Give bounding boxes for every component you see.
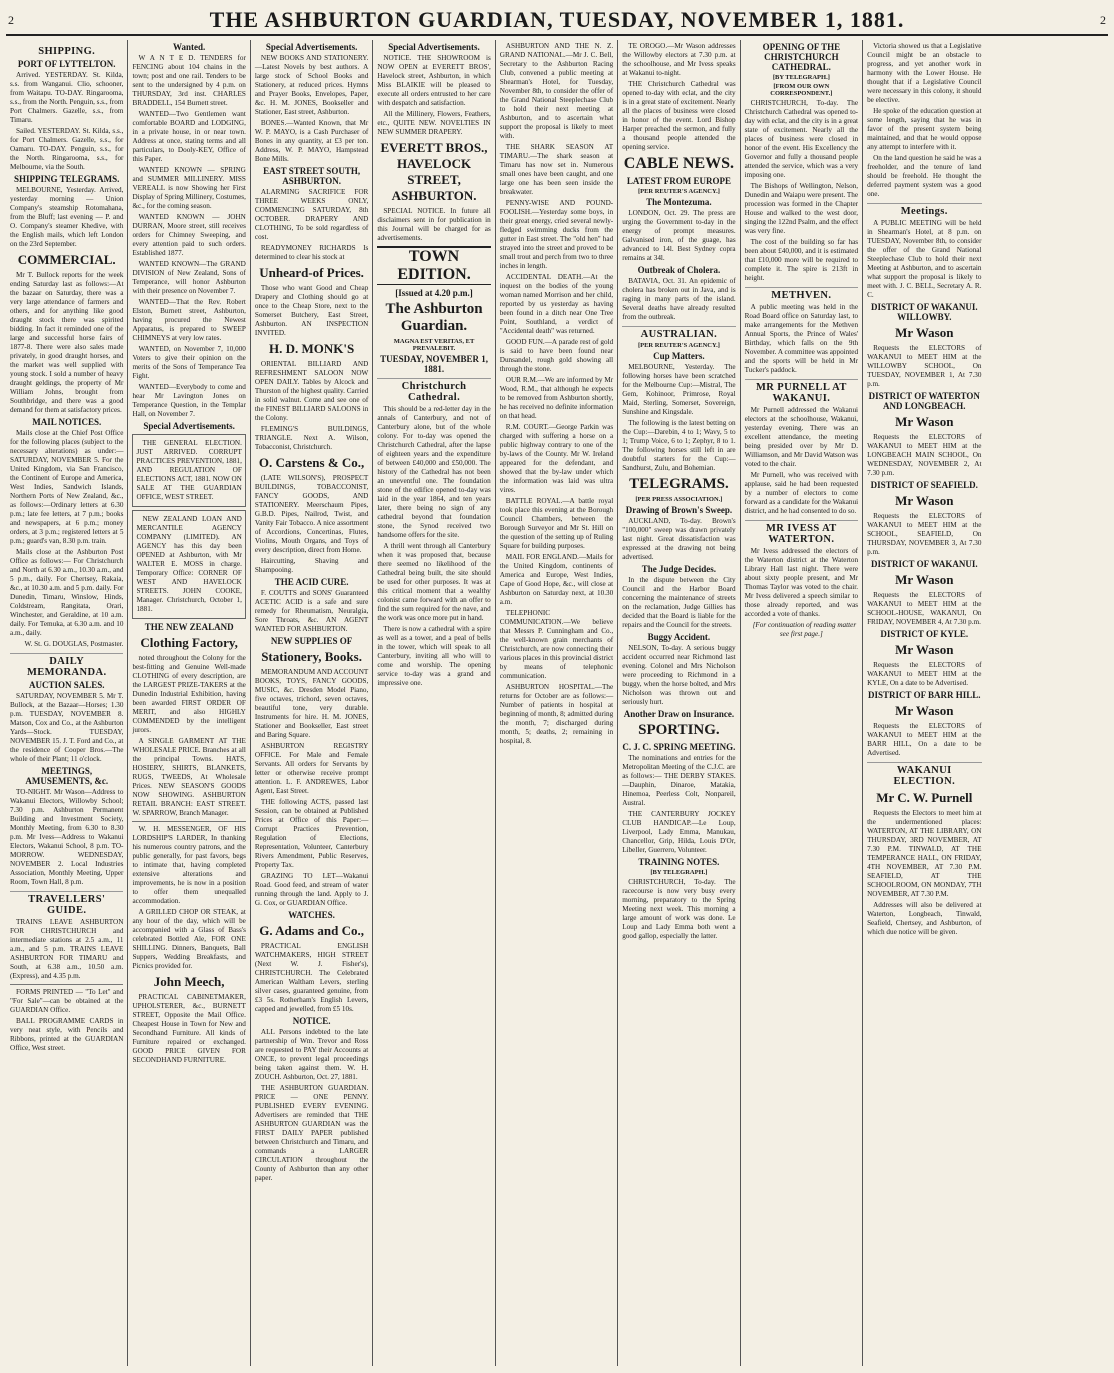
news-item: PENNY-WISE AND POUND-FOOLISH.—Yesterday some boys, in their great energy, cried several newly-fledged swimming ducks from the gutter in East street. The "old hen" had strayed into the street and proved to be small trout and perch from two to three inches in length. <box>499 199 614 270</box>
cable-subhead: The Montezuma. <box>646 197 712 207</box>
meetings-heading: MEETINGS, AMUSEMENTS, &c. <box>25 766 109 786</box>
drawing-heading: Drawing of Brown's Sweep. <box>625 505 733 515</box>
sporting-text: The nominations and entries for the Metropolitan Meeting of the C.J.C. are as follows:— THE DERBY STAKES.—Dauphin, Dinaroe, Matakia, Hinemoa, Peerless Colt, Nonpareil, Austral. <box>622 754 736 807</box>
methven-heading: METHVEN. <box>745 287 858 301</box>
divider <box>10 984 123 985</box>
forms-notice: FORMS PRINTED — "To Let" and "For Sale"—can be obtained at the GUARDIAN Office. <box>10 988 124 1014</box>
shipping-telegrams-text: MELBOURNE, Yesterday. Arrived, yesterday morning — Union Company's steamship Rotomahana, from the Bluff; last evening — P. and O. Company's steamer Khedive, with the English mails, which left London on the 23rd September. <box>10 186 124 248</box>
opening-text: CHRISTCHURCH, To-day. The Christchurch Cathedral was opened to-day with eclat, and the city is in a great state of excitement. Nearly all the places of business were closed in honor of the event. His Excellency the Governor and fully a thousand people attended the service, which was a very imposing one. <box>744 99 859 179</box>
masthead <box>6 6 1108 36</box>
page-number-left: 2 <box>8 13 14 27</box>
cable-news-subheading: LATEST FROM EUROPE <box>626 176 731 186</box>
stationery-text: MEMORANDUM AND ACCOUNT BOOKS, TOYS, FANCY GOODS, MUSIC, &c. Dresden Model Piano, five octaves, trichord, seven octaves, beautiful tone, very durable. Instruments for hire. H. M. JONES, Stationer and Bookseller, East street and Baring Square. <box>254 668 369 739</box>
divider <box>132 821 245 822</box>
shipping-heading: SHIPPING. <box>38 46 96 57</box>
cholera-text: BATAVIA, Oct. 31. An epidemic of cholera has broken out in Java, and is raging in many parts of the island. Several deaths have already resulted from the outbreak. <box>622 277 736 321</box>
ball-cards-notice: BALL PROGRAMME CARDS in very neat style, with Pencils and Ribbons, printed at the GUARDIAN Office, West street. <box>10 1017 124 1052</box>
cjc-heading: C. J. C. SPRING MEETING. <box>622 742 736 752</box>
cup-text-2: The following is the latest betting on the Cup:—Darebin, 4 to 1; Wavy, 5 to 1; Trump Voice, 6 to 1; Zephyr, 8 to 1. The following horses still left in are doubtful starters for the Cup:—Sandhurst, Zulu, and Bohemian. <box>622 419 736 472</box>
guardian-title: The Ashburton Guardian. <box>385 301 483 334</box>
cathedral-text: This should be a red-letter day in the annals of Canterbury, and not of Canterbury alone, but of the whole colony. For to-day was opened the Christchurch Cathedral, after the lapse of eighteen years and the expenditure of between £40,000 and £50,000. The history of the Cathedral has not been an uneventful one. The foundation stone of the edifice opened to-day was laid in the year 1864, and ten years later, there being no sign of any cathedral beyond that foundation stone, the Synod received two handsome offers for the site. <box>377 405 491 539</box>
news-item: TELEPHONIC COMMUNICATION.—We believe that Messrs P. Cunningham and Co., the well-known grain merchants of Christchurch, are now connecting their various places in this provincial district by means of telephonic communication. <box>499 609 614 680</box>
column-2 <box>128 40 250 1366</box>
wanted-ad-8: WANTED—Everybody to come and hear Mr Lavington Jones on Temperance Question, in the Templar Hall, on November 7. <box>132 383 246 418</box>
candidate-name: Mr Wason <box>895 493 954 508</box>
travellers-heading: TRAVELLERS' GUIDE. <box>10 891 123 916</box>
meetings-text: TO-NIGHT. Mr Wason—Address to Wakanui Electors, Willowby School; 7.30 p.m. Ashburton Permanent Building and Investment Society, Monthly Meeting, from 6.30 to 8.30 p.m. Mr Ivess—Address to Wakanui Electors, Wakanui School, 8 p.m. TO-MORROW. WEDNESDAY, NOVEMBER 2. Local Industries Association, Monthly Meeting, Upper Room, Town Hall, 8 p.m. <box>10 788 124 886</box>
district-heading: DISTRICT OF SEAFIELD. <box>870 480 978 490</box>
continuation-note: [For continuation of reading matter see first page.] <box>752 621 857 638</box>
unheard-prices-title: Unheard-of Prices. <box>259 265 364 280</box>
registry-ad: ASHBURTON REGISTRY OFFICE. For Male and Female Servants. All orders for Servants by letter or otherwise receive prompt attention. L. F. ANDREWES, Labor Agent, East Street. <box>254 742 369 795</box>
victoria-text-3: On the land question he said he was a freeholder, and the tenure of land should be freehold. He thought the deferred payment system was a good one. <box>867 154 982 198</box>
candidate-meeting: Requests the ELECTORS of WAKANUI to MEET HIM at the KYLE, On a date to be Advertised. <box>867 661 982 687</box>
grilled-chop-ad: A GRILLED CHOP OR STEAK, at any hour of the day, which will be accompanied with a Glass of Bass's celebrated Bottled Ale, FOR ONE SHILLING. Dinners, Banquets, Ball Suppers, Wedding Breakfasts, and Picnics provided for. <box>132 908 246 970</box>
unheard-prices-text: Those who want Good and Cheap Drapery and Clothing should go at once to the Cheap Store, next to the Somerset Butchery, East Street, Ashburton. AN INSPECTION INVITED. <box>254 284 369 337</box>
meech-text: PRACTICAL CABINETMAKER, UPHOLSTERER, &c., BURNETT STREET, Opposite the Mail Office. Cheapest House in Town for New and Secondhand Furniture. All kinds of Furniture repaired or exchanged. GOOD PRICE GIVEN FOR SECONDHAND FURNITURE. <box>132 993 246 1064</box>
insurance-heading: Another Draw on Insurance. <box>623 709 735 719</box>
auction-heading: AUCTION SALES. <box>28 680 105 690</box>
adams-title: G. Adams and Co., <box>259 923 364 938</box>
correspondent-credit: [FROM OUR OWN CORRESPONDENT.] <box>770 83 833 97</box>
notice-heading: NOTICE. <box>292 1016 331 1026</box>
news-item: MAIL FOR ENGLAND.—Mails for the United Kingdom, continents of America and Europe, West Indies, Cape of Good Hope, &c., will close at Ashburton on Saturday next, at 10.30 a.m. <box>499 553 614 606</box>
candidate-meeting: Requests the ELECTORS of WAKANUI to MEET HIM at the WILLOWBY SCHOOL, On TUESDAY, NOVEMBER 1, At 7.30 p.m. <box>867 344 982 388</box>
mail-text: Mails close at the Chief Post Office for the following places (subject to the necessary alterations) as under:— SATURDAY, NOVEMBER 5. For the United Kingdom, via San Francisco, the Continent of Europe and America, West Indies, Sandwich Islands, Northern Ports of New Zealand, &c., as follows:—Ordinary letters at 6.30 p.m.; late fee letters, at 7 p.m.; books and newspapers, at 6 p.m.; money orders, at 3 p.m.; registered letters at 5 p.m.; guard's van, 8.30 p.m. train. <box>10 429 124 545</box>
judge-heading: The Judge Decides. <box>641 564 717 574</box>
shipping-telegrams-heading: SHIPPING TELEGRAMS. <box>14 174 120 184</box>
cup-heading: Cup Matters. <box>653 351 705 361</box>
columns <box>6 40 1108 1366</box>
purnell-wakanui-heading: MR PURNELL AT WAKANUI. <box>745 379 858 404</box>
sailed-list: Sailed. YESTERDAY. St. Kilda, s.s., for Port Chalmers. Gazelle, s.s., for Oamaru. TO-DAY. Penguin, s.s., for the North. Ringarooma, s.s., for Melbourne, via the South. <box>10 127 124 171</box>
news-item: R.M. COURT.—George Parkin was charged with suffering a horse on a public highway contrary to one of the by-laws of the County. Mr W. Ireland appeared for the defendant, and showed that the by-law under which the information was laid was ultra vires. <box>499 423 614 494</box>
news-item: ASHBURTON AND THE N. Z. GRAND NATIONAL.—Mr J. C. Bell, Secretary to the Ashburton Racing Club, convened a public meeting at Shearman's Hotel, for Tuesday, November 8th, to consider the offer of the Grand National Steeplechase Club to hold their next meeting at Ashburton, and to ascertain what support the proposal is likely to meet with. <box>499 42 614 140</box>
monk-title: H. D. MONK'S <box>268 341 355 356</box>
reuters-credit-2: [PER REUTER'S AGENCY.] <box>637 342 720 349</box>
sporting-heading: SPORTING. <box>638 722 720 738</box>
guardian-date-line: TUESDAY, NOVEMBER 1, 1881. <box>380 354 488 374</box>
fleming-text: FLEMING'S BUILDINGS, TRIANGLE. Next A. Wilson, Tobacconist, Christchurch. <box>254 425 369 451</box>
column-5 <box>496 40 618 1366</box>
training-text: CHRISTCHURCH, To-day. The racecourse is now very busy every morning, preparatory to the Spring Meeting next week. This morning a large amount of work was done. Le Loup and Lady Emma both went a good gallop, especially the latter. <box>622 878 736 940</box>
newspaper-title: THE ASHBURTON GUARDIAN, TUESDAY, NOVEMBER 1, 1881. <box>209 7 905 32</box>
district-heading: DISTRICT OF BARR HILL. <box>868 690 981 700</box>
election-acts-text: THE GENERAL ELECTION. JUST ARRIVED. CORRUPT PRACTICES PREVENTION, 1881, AND REGULATION OF ELECTIONS ACT, 1881. NOW ON SALE AT THE GUARDIAN OFFICE, WEST STREET. <box>136 439 242 501</box>
auction-text: SATURDAY, NOVEMBER 5. Mr T. Bullock, at the Bazaar—Horses; 1.30 p.m. TUESDAY, NOVEMBER 8. Matson, Cox and Co., at the Ashburton Yards—Stock. TUESDAY, NOVEMBER 15. J. T. Ford and Co., at the residence of Cooper Bros.—The whole of their Plant; 11 o'clock. <box>10 692 124 763</box>
column-6 <box>618 40 740 1366</box>
messenger-ad: W. H. MESSENGER, OF HIS LORDSHIP'S LARDER, In thanking his numerous country patrons, and the public generally, for past favors, begs to intimate that, having completed extensive alterations and improvements, he is now in a position to offer them unequalled accommodation. <box>132 825 246 905</box>
loan-agency-ad <box>132 510 245 619</box>
hairdressing-text: Haircutting, Shaving and Shampooing. <box>254 557 369 574</box>
commercial-text: Mr T. Bullock reports for the week ending Saturday last as follows:—At the bazaar on Saturday, there was a very large attendance of farmers and others, and for anything like good draught stock there was spirited bidding. In fact it reminded one of the large and successful horse fairs of 1877-8. There were also sales made privately, in good draught horses, and the market was well supplied with young stock. I sold a number of heavy draught geldings, the property of Mr William Johns, brought from Southbridge, and there was a good demand for them at satisfactory prices. <box>10 271 124 414</box>
cathedral-text-2: A thrill went through all Canterbury when it was proposed that, because there seemed no likelihood of the Cathedral being built, the site should be used for other purposes. It was at this critical moment that a wealthy colonist came forward with an offer to find the sum required for the nave, and the work was once more put in hand. <box>377 542 491 622</box>
purnell-meetings: Requests the Electors to meet him at the undermentioned places: WATERTON, AT THE LIBRARY, ON THURSDAY, 3RD NOVEMBER, AT 7.30 P.M. TINWALD, AT THE TEMPERANCE HALL, ON FRIDAY, 4TH NOVEMBER, AT 7.30 P.M. SEAFIELD, AT THE SCHOOLROOM, ON MONDAY, 7TH NOVEMBER, AT 7.30 P.M. <box>867 809 982 898</box>
news-item: ASHBURTON HOSPITAL.—The returns for October are as follows:—Number of patients in hospital at beginning of month, 8; admitted during the month, 7; discharged during month, 5; deaths, 2; remaining in hospital, 8. <box>499 683 614 745</box>
postmaster: W. St. G. DOUGLAS, Postmaster. <box>24 640 124 648</box>
column-8 <box>863 40 985 1366</box>
drawing-text: AUCKLAND, To-day. Brown's "100,000" sweep was drawn privately last night. Great dissatisfaction was expressed at the drawing not being advertised. <box>622 517 736 561</box>
buggy-text: NELSON, To-day. A serious buggy accident occurred near Richmond last evening. Colonel and Mrs Nicholson were proceeding to Richmond in a buggy, when the horse bolted, and Mrs Nicholson was thrown out and seriously hurt. <box>622 644 736 706</box>
guardian-motto: MAGNA EST VERITAS, ET PREVALEBIT. <box>393 338 475 352</box>
news-item: TE OROGO.—Mr Wason addresses the Willowby electors at 7.30 p.m. at the schoolhouse, and Mr Ivess speaks at Wakanui to-night. <box>622 42 736 77</box>
district-heading: DISTRICT OF KYLE. <box>880 629 969 639</box>
arrived-list: Arrived. YESTERDAY. St. Kilda, s.s. from Wanganui. Clio, schooner, from Waitapu. TO-DAY. Ringarooma, s.s., from the North. Penguin, s.s., from Port Chalmers. Gazelle, s.s., from Timaru. <box>10 71 124 124</box>
acid-cure-title: THE ACID CURE. <box>274 577 349 587</box>
wanted-ad-3: WANTED KNOWN — SPRING and SUMMER MILLINERY. MISS VEREALL is now Showing her First Display of Spring Millinery, Costumes, &c., for the coming season. <box>132 166 246 210</box>
methven-text: A public meeting was held in the Road Board office on Saturday last, to make arrangements for the Methven Annual Sports, the Prince of Wales' Birthday, which falls on the 9th November. A committee was appointed and the sports will be held in Mr Tucker's paddock. <box>744 303 859 374</box>
press-association-credit: [PER PRESS ASSOCIATION.] <box>635 496 723 503</box>
opening-text-2: The Bishops of Wellington, Nelson, Dunedin and Waiapu were present. The procession was formed in the Chapter House and walked to the west door, singing the 122nd Psalm, and the effect was very fine. <box>744 182 859 235</box>
stationery-title: Stationery, Books. <box>261 649 362 664</box>
district-heading: DISTRICT OF WATERTON AND LONGBEACH. <box>868 391 980 411</box>
alarming-sacrifice: ALARMING SACRIFICE FOR THREE WEEKS ONLY, COMMENCING SATURDAY, 8th OCTOBER. DRAPERY AND CLOTHING, To be sold regardless of cost. <box>254 188 369 241</box>
news-item: GOOD FUN.—A parade rest of gold is said to have been found near Dunsandel, rough gold showing all through the stone. <box>499 338 614 373</box>
millinery-notice: All the Millinery, Flowers, Feathers, etc., QUITE NEW. NOVELTIES IN NEW SUMMER DRAPERY. <box>377 110 491 136</box>
candidate-name: Mr Wason <box>895 325 954 340</box>
guardian-notice: THE ASHBURTON GUARDIAN. PRICE — ONE PENNY. PUBLISHED EVERY EVENING. Advertisers are reminded that THE ASHBURTON GUARDIAN was the FIRST DAILY PAPER published between Christchurch and Timaru, and commands a LARGER CIRCULATION throughout the County of Ashburton than any other paper. <box>254 1084 369 1182</box>
east-street-heading: EAST STREET SOUTH, ASHBURTON. <box>263 166 361 186</box>
reuters-credit: [PER REUTER'S AGENCY.] <box>637 188 720 195</box>
candidate-meeting: Requests the ELECTORS of WAKANUI to MEET HIM at the SCHOOL-HOUSE, WAKANUI, On FRIDAY, NOVEMBER 4, At 7.30 p.m. <box>867 591 982 626</box>
carstens-title: O. Carstens & Co., <box>258 455 365 470</box>
candidate-meeting: Requests the ELECTORS of WAKANUI to MEET HIM at the BARR HILL, On a date to be Advertised. <box>867 722 982 757</box>
opening-text-3: The cost of the building so far has been about £40,000, and it is estimated that £10,000 more will be required to complete it. The spire is 213ft in height. <box>744 238 859 282</box>
adams-text: PRACTICAL ENGLISH WATCHMAKERS, HIGH STREET (Next W. J. Fisher's), CHRISTCHURCH. The Celebrated American Waltham Levers, sterling silver cases, guaranteed genuine, from £3 5s. Rotherham's English Levers, capped and jewelled, from £5 10s. <box>254 942 369 1013</box>
candidate-meeting: Requests the ELECTORS of WAKANUI to MEET HIM at the LONGBEACH MAIN SCHOOL, On WEDNESDAY, NOVEMBER 2, At 7.30 p.m. <box>867 433 982 477</box>
readymoney-ad: READYMONEY RICHARDS Is determined to clear his stock at <box>254 244 369 261</box>
district-heading: DISTRICT OF WAKANUI. WILLOWBY. <box>870 302 978 322</box>
cable-news-heading: CABLE NEWS. <box>623 155 735 172</box>
candidate-name: Mr Wason <box>895 572 954 587</box>
page-number-right: 2 <box>1100 13 1106 27</box>
mail-heading: MAIL NOTICES. <box>32 417 102 427</box>
telegraph-credit: [BY TELEGRAPH.] <box>772 74 830 81</box>
candidate-name: Mr C. W. Purnell <box>876 790 973 805</box>
monk-text: ORIENTAL BILLIARD AND REFRESHMENT SALOON NOW OPEN DAILY. Tables by Alcock and Thurston of the highest quality. Carried in solid walnut. Come and see one of the FINEST BILLIARD SALOONS in the Colony. <box>254 360 369 422</box>
candidate-meeting: Requests the ELECTORS of WAKANUI to MEET HIM at the SCHOOL, SEAFIELD, On THURSDAY, NOVEMBER 3, At 7.30 p.m. <box>867 512 982 556</box>
purnell-meetings-2: Addresses will also be delivered at Waterton, Longbeach, Tinwald, Seafield, Chertsey, and Ashburton, of which due notice will be given. <box>867 901 982 936</box>
candidate-name: Mr Wason <box>895 642 954 657</box>
clothing-text-2: A SINGLE GARMENT AT THE WHOLESALE PRICE. Branches at all the principal Towns. HATS, HOSIERY, SHIRTS, BLANKETS, RUGS, TWEEDS, At Wholesale Prices. NEW SEASON'S GOODS NOW SHOWING. ASHBURTON RETAIL BRANCH: EAST STREET. W. SPARROW, Branch Manager. <box>132 737 246 817</box>
wanted-ad-1: W A N T E D. TENDERS for FENCING about 104 chains in the town; post and one rail. Tenders to be sent to the undersigned by 4 p.m. on THURSDAY, 3rd inst. CHARLES BRADDELL, 154 Burnett street. <box>132 54 246 107</box>
telegrams-heading: TELEGRAMS. <box>629 476 729 492</box>
acts-ad: THE following ACTS, passed last Session, can be obtained at Published Prices at Office of this Paper:— Corrupt Practices Prevention, Regulation of Elections, Representation, Volunteer, Canterbury Rivers Amendment, Public Reserves, Property Tax. <box>254 798 369 869</box>
town-edition-issued: [Issued at 4.20 p.m.] <box>395 288 473 298</box>
sporting-text-2: THE CANTERBURY JOCKEY CLUB HANDICAP.—Le Loup, Liverpool, Lady Emma, Manukau, Chancellor, Grip, Hilda, Louis D'Or, Libeller, Guerrero, Volunteer. <box>622 810 736 854</box>
public-meeting-notice: A PUBLIC MEETING will be held in Shearman's Hotel, at 8 p.m. on TUESDAY, November 8th, to consider the offer of the Grand National Steeplechase Club to hold their next Meeting at Ashburton, and to ascertain what support the proposal is likely to meet with. J. C. BELL, Secretary A. R. C. <box>867 219 982 299</box>
cathedral-text-3: There is now a cathedral with a spire as well as a tower, and a peal of bells in the tower, which will speak to all Canterbury, inviting all who will to come and worship. The opening service to-day was a grand and impressive one. <box>377 625 491 687</box>
news-item: BATTLE ROYAL.—A battle royal took place this evening at the Borough Council Chambers, between the Borough Surveyor and Mr St. Hill on the question of the setting up of Ruling Square for building purposes. <box>499 497 614 550</box>
australian-heading: AUSTRALIAN. <box>622 326 735 340</box>
meech-title: John Meech, <box>153 974 225 989</box>
news-item: OUR R.M.—We are informed by Mr Wood, R.M., that although he expects to be removed from Ashburton shortly, he has received no definite information on that head. <box>499 376 614 420</box>
special-notice: SPECIAL NOTICE. In future all disclaimers sent in for publication in this Journal will be charged for as advertisements. <box>377 207 491 242</box>
wanted-ad-4: WANTED KNOWN — JOHN DURRAN, Moore street, still receives orders for Chimney Sweeping, and every attention paid to such orders. Established 1877. <box>132 213 246 257</box>
news-item: THE SHARK SEASON AT TIMARU.—The shark season at Timaru has now set in. Numerous small ones have been caught, and one large one has been seen inside the breakwater. <box>499 143 614 196</box>
clothing-text: noted throughout the Colony for the best-fitting and Genuine Well-made CLOTHING of every description, are the LARGEST PRIZE-TAKERS at the Dunedin Industrial Exhibition, having been awarded FIRST ORDER OF MERIT, and also HIGHLY COMMENDED by the intelligent jurors. <box>132 654 246 734</box>
meetings-heading: Meetings. <box>867 203 981 217</box>
election-acts-ad <box>132 434 245 507</box>
election-heading: WAKANUI ELECTION. <box>867 762 981 787</box>
column-7 <box>741 40 863 1366</box>
ivess-heading: MR IVESS AT WATERTON. <box>745 520 858 545</box>
news-item: THE Christchurch Cathedral was opened to-day with eclat, and the city is in a great state of excitement. Nearly all the places of business were closed in honor of the event. Lord Bishop Harper preached the sermon, and fully a thousand people attended the opening service. <box>622 80 736 151</box>
victoria-text: Victoria showed us that a Legislative Council might be an obstacle to progress, and yet another work in harmony with the Lower House. He thought that if a Legislative Council were necessary in this colony, it should be elective. <box>867 42 982 104</box>
news-item: ACCIDENTAL DEATH.—At the inquest on the bodies of the young woman named Morrison and her child, reported by us yesterday as having been found in a ditch near One Tree Point, Southland, a verdict of "Accidental death" was returned. <box>499 273 614 335</box>
notice-text: ALL Persons indebted to the late partnership of Wm. Trevor and Ross are requested to PAY their Accounts at ONCE, to prevent legal proceedings being taken against them. W. H. ZOUCH. Ashburton, Oct. 27, 1881. <box>254 1028 369 1081</box>
memoranda-heading: DAILY MEMORANDA. <box>10 653 123 678</box>
showroom-notice: NOTICE. THE SHOWROOM is NOW OPEN at EVERETT BROS', Havelock street, Ashburton, in which Miss BLAIKIE will be pleased to execute all orders entrusted to her care with despatch and satisfaction. <box>377 54 491 107</box>
watches-heading: WATCHES. <box>288 910 335 920</box>
training-heading: TRAINING NOTES. <box>638 857 720 867</box>
purnell-text: Mr Purnell addressed the Wakanui electors at the schoolhouse, Wakanui, yesterday evening. There was an excellent attendance, the meeting being presided over by Mr D. Williamson, and Mr David Watson was voted to the chair. <box>744 406 859 468</box>
column-4 <box>373 40 495 1366</box>
carstens-text: (LATE WILSON'S), PROSPECT BUILDINGS, TOBACCONIST, FANCY GOODS, AND STATIONERY. Meerschaum Pipes, G.B.D. Pipes, Nailrod, Twist, and Vanity Fair Tobacco. A nice assortment of Accordions, Concertinas, Flutes, Violins, Mouth Organs, and Toys of every description, direct from Home. <box>254 474 369 554</box>
judge-text: In the dispute between the City Council and the Harbor Board concerning the maintenance of streets on the reclamation, Judge Gillies has decided that the Board is liable for the repairs and the Council for the streets. <box>622 576 736 629</box>
wanted-ad-6: WANTED—That the Rev. Robert Elston, Burnett street, Ashburton, having procured the Newest Apparatus, is prepared to SWEEP CHIMNEYS at very low rates. <box>132 298 246 342</box>
candidate-name: Mr Wason <box>895 703 954 718</box>
district-heading: DISTRICT OF WAKANUI. <box>870 559 978 569</box>
column-1 <box>6 40 128 1366</box>
ivess-text: Mr Ivess addressed the electors of the Waterton district at the Waterton Library Hall last night. There were about sixty people present, and Mr Thomas Taylor was voted to the chair. Mr Ivess delivered a speech similar to those already reported, and was accorded a vote of thanks. <box>744 547 859 618</box>
clothing-heading: THE NEW ZEALAND <box>144 622 234 632</box>
wanted-heading: Wanted. <box>173 42 206 52</box>
cholera-heading: Outbreak of Cholera. <box>637 265 721 275</box>
mail-text-2: Mails close at the Ashburton Post Office as follows:— For Christchurch and North at 6.30 a.m., 10.30 a.m., and 5 p.m., daily. For Chertsey, Rakaia, &c., at 10.30 a.m. and 5 p.m. daily. For Dunedin, Timaru, Winslow, Hinds, Coldstream, Rangitata, Orari, Winchester, and Geraldine, at 10 a.m. daily. For Temuka, at 6.30 a.m. and 10 a.m., daily. <box>10 548 124 637</box>
supplies-heading: NEW SUPPLIES OF <box>270 636 353 646</box>
special-ads-heading: Special Advertisements. <box>265 42 358 52</box>
victoria-text-2: He spoke of the education question at some length, saying that he was in favor of the present system being maintained, and that he would oppose any attempt to interfere with it. <box>867 107 982 151</box>
clothing-title: Clothing Factory, <box>140 635 238 650</box>
town-edition-title: TOWN EDITION. <box>377 246 490 285</box>
opening-heading: OPENING OF THE CHRISTCHURCH CATHEDRAL. <box>762 42 841 72</box>
cathedral-heading: Christchurch Cathedral. <box>377 378 490 403</box>
wanted-ad-7: WANTED, on November 7, 10,000 Voters to give their opinion on the merits of the Sons of Temperance Tea Fight. <box>132 345 246 380</box>
everett-title: EVERETT BROS., HAVELOCK STREET, ASHBURTON. <box>380 140 488 203</box>
telegraph-credit: [BY TELEGRAPH.] <box>650 869 708 876</box>
wanted-ad-5: WANTED KNOWN—The GRAND DIVISION of New Zealand, Sons of Temperance, will honor Ashburton with their presence on November 7. <box>132 260 246 295</box>
loan-agency-text: NEW ZEALAND LOAN AND MERCANTILE AGENCY COMPANY (LIMITED). AN AGENCY has this day been OPENED at Ashburton, with Mr WALTER E. MOSS in charge. Temporary Office: CORNER OF WEST AND HAVELOCK STREETS. JOHN COOKE, Manager. Christchurch, October 1, 1881. <box>136 515 242 613</box>
cable-text: LONDON, Oct. 29. The press are urging the Government to-day in the energy of prompt measures. Galvanised iron, of the guage, has advanced to 14l. Best Sydney copra remains at 34l. <box>622 209 736 262</box>
special-ads-heading: Special Advertisements. <box>143 421 235 431</box>
special-ads-heading: Special Advertisements. <box>388 42 480 52</box>
commercial-heading: COMMERCIAL. <box>17 252 116 267</box>
port-heading: PORT OF LYTTELTON. <box>17 59 116 69</box>
wanted-ad-2: WANTED—Two Gentlemen want comfortable BOARD and LODGING, in a private house, in or near town. Address at once, stating terms and all particulars, to Dooly-KEY, Office of this Paper. <box>132 110 246 163</box>
books-ad: NEW BOOKS AND STATIONERY. —Latest Novels by best authors. A large stock of School Books and Stationery, at reduced prices. Hymns and Prayer Books, Envelopes, Paper, &c. H. M. JONES, Bookseller and Stationer, East street, Ashburton. <box>254 54 369 116</box>
grazing-ad: GRAZING TO LET—Wakanui Road. Good feed, and stream of water running through the land. Apply to J. G. Cox, or GUARDIAN Office. <box>254 872 369 907</box>
travellers-text: TRAINS LEAVE ASHBURTON FOR CHRISTCHURCH and intermediate stations at 2.5 a.m., 11 a.m., and 5 p.m. TRAINS LEAVE ASHBURTON FOR TIMARU and South, at 6.38 a.m., 10.50 a.m. (Express), and 4.35 p.m. <box>10 918 124 980</box>
column-3 <box>251 40 373 1366</box>
purnell-text-2: Mr Purnell, who was received with applause, said he had been requested by a number of electors to come forward as a candidate for the Wakanui district, and he had consented to do so. <box>744 471 859 515</box>
cup-text: MELBOURNE, Yesterday. The following horses have been scratched for the Melbourne Cup:—Mistral, The Gem, Kohinoor, Primrose, Royal Maid, Sterling, Somerset, Sovereign, Sunshine and Kingsdale. <box>622 363 736 416</box>
buggy-heading: Buggy Accident. <box>647 632 711 642</box>
acid-cure-text: F. COUTTS and SONS' Guaranteed ACETIC ACID is a safe and sure remedy for Rheumatism, Neuralgia, Sore Throats, &c. AN AGENT WANTED FOR ASHBURTON. <box>254 589 369 633</box>
candidate-name: Mr Wason <box>895 414 954 429</box>
bones-ad: BONES.—Wanted Known, that Mr W. P. MAYO, is a Cash Purchaser of Bones in any quantity, at £3 per ton. Address, W. P. MAYO, Hampstead Bone Mills. <box>254 119 369 163</box>
